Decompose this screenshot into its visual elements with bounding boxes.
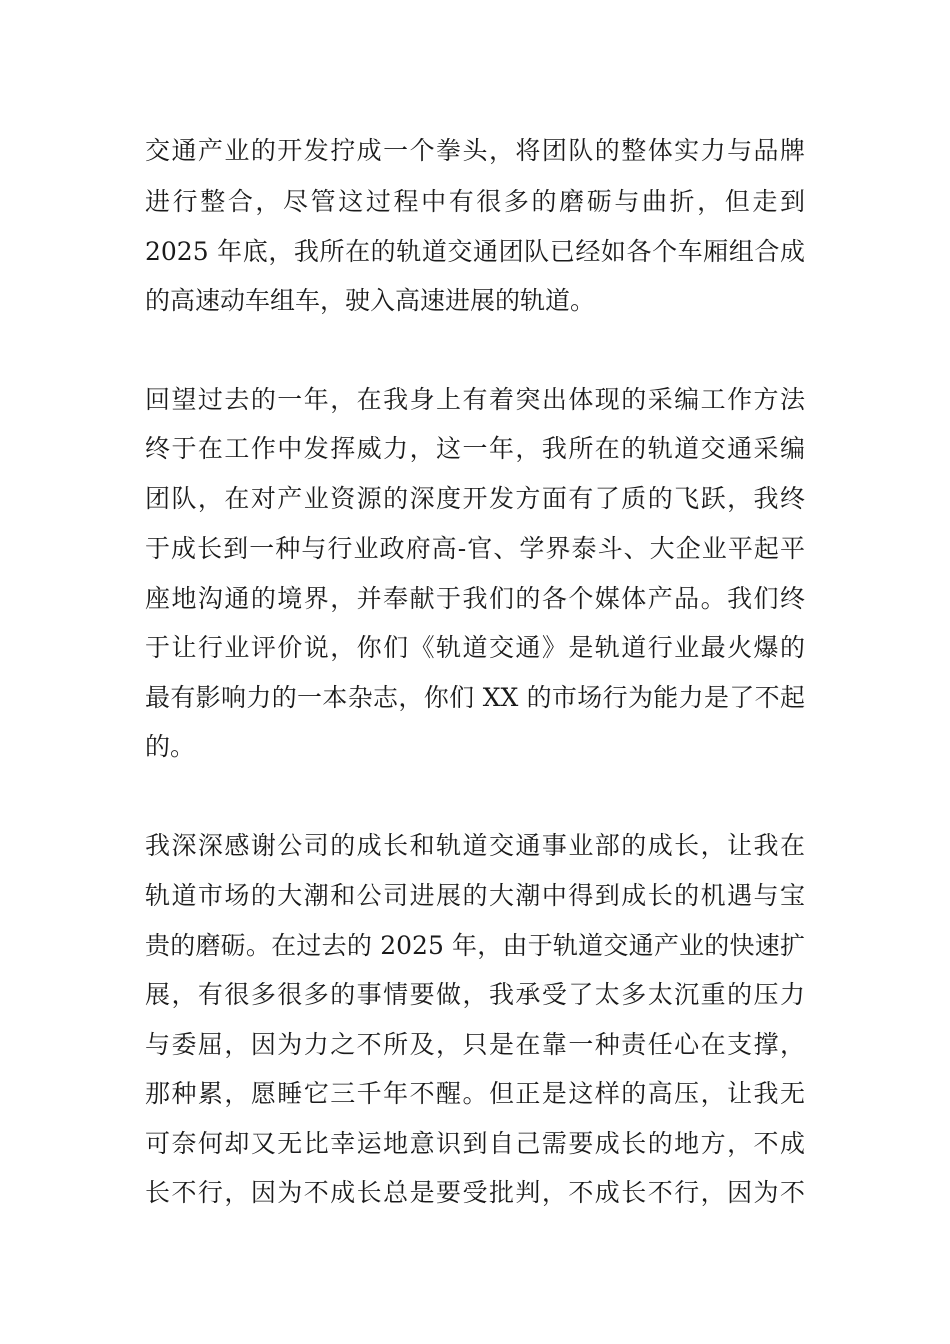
paragraph-3-line-8: 长不行，因为不成长总是要受批判，不成长不行，因为不 <box>145 1178 805 1207</box>
paragraph-2-line-7: 最有影响力的一本杂志，你们 XX 的市场行为能力是了不起 <box>145 683 805 712</box>
paragraph-2-line-2: 终于在工作中发挥威力，这一年，我所在的轨道交通采编 <box>145 434 805 463</box>
paragraph-3-line-1: 我深深感谢公司的成长和轨道交通事业部的成长，让我在 <box>145 831 805 860</box>
paragraph-2-line-8: 的。 <box>145 732 196 761</box>
paragraph-2-line-1: 回望过去的一年，在我身上有着突出体现的采编工作方法 <box>145 385 805 414</box>
paragraph-2-line-6: 于让行业评价说，你们《轨道交通》是轨道行业最火爆的 <box>145 633 805 662</box>
paragraph-1-line-3: 2025 年底，我所在的轨道交通团队已经如各个车厢组合成 <box>145 237 805 266</box>
paragraph-2-line-4: 于成长到一种与行业政府高-官、学界泰斗、大企业平起平 <box>145 534 805 563</box>
paragraph-3-line-3: 贵的磨砺。在过去的 2025 年，由于轨道交通产业的快速扩 <box>145 931 805 960</box>
paragraph-3-line-5: 与委屈，因为力之不所及，只是在靠一种责任心在支撑， <box>145 1030 805 1059</box>
paragraph-1-line-4: 的高速动车组车，驶入高速进展的轨道。 <box>145 286 596 315</box>
paragraph-1-line-2: 进行整合，尽管这过程中有很多的磨砺与曲折，但走到 <box>145 187 805 216</box>
paragraph-3-line-6: 那种累，愿睡它三千年不醒。但正是这样的高压，让我无 <box>145 1079 805 1108</box>
paragraph-3-line-4: 展，有很多很多的事情要做，我承受了太多太沉重的压力 <box>145 980 805 1009</box>
paragraph-3-line-7: 可奈何却又无比幸运地意识到自己需要成长的地方，不成 <box>145 1129 805 1158</box>
paragraph-2-line-5: 座地沟通的境界，并奉献于我们的各个媒体产品。我们终 <box>145 584 805 613</box>
paragraph-1-line-1: 交通产业的开发拧成一个拳头，将团队的整体实力与品牌 <box>145 136 805 165</box>
paragraph-2-line-3: 团队，在对产业资源的深度开发方面有了质的飞跃，我终 <box>145 484 805 513</box>
paragraph-3-line-2: 轨道市场的大潮和公司进展的大潮中得到成长的机遇与宝 <box>145 881 805 910</box>
